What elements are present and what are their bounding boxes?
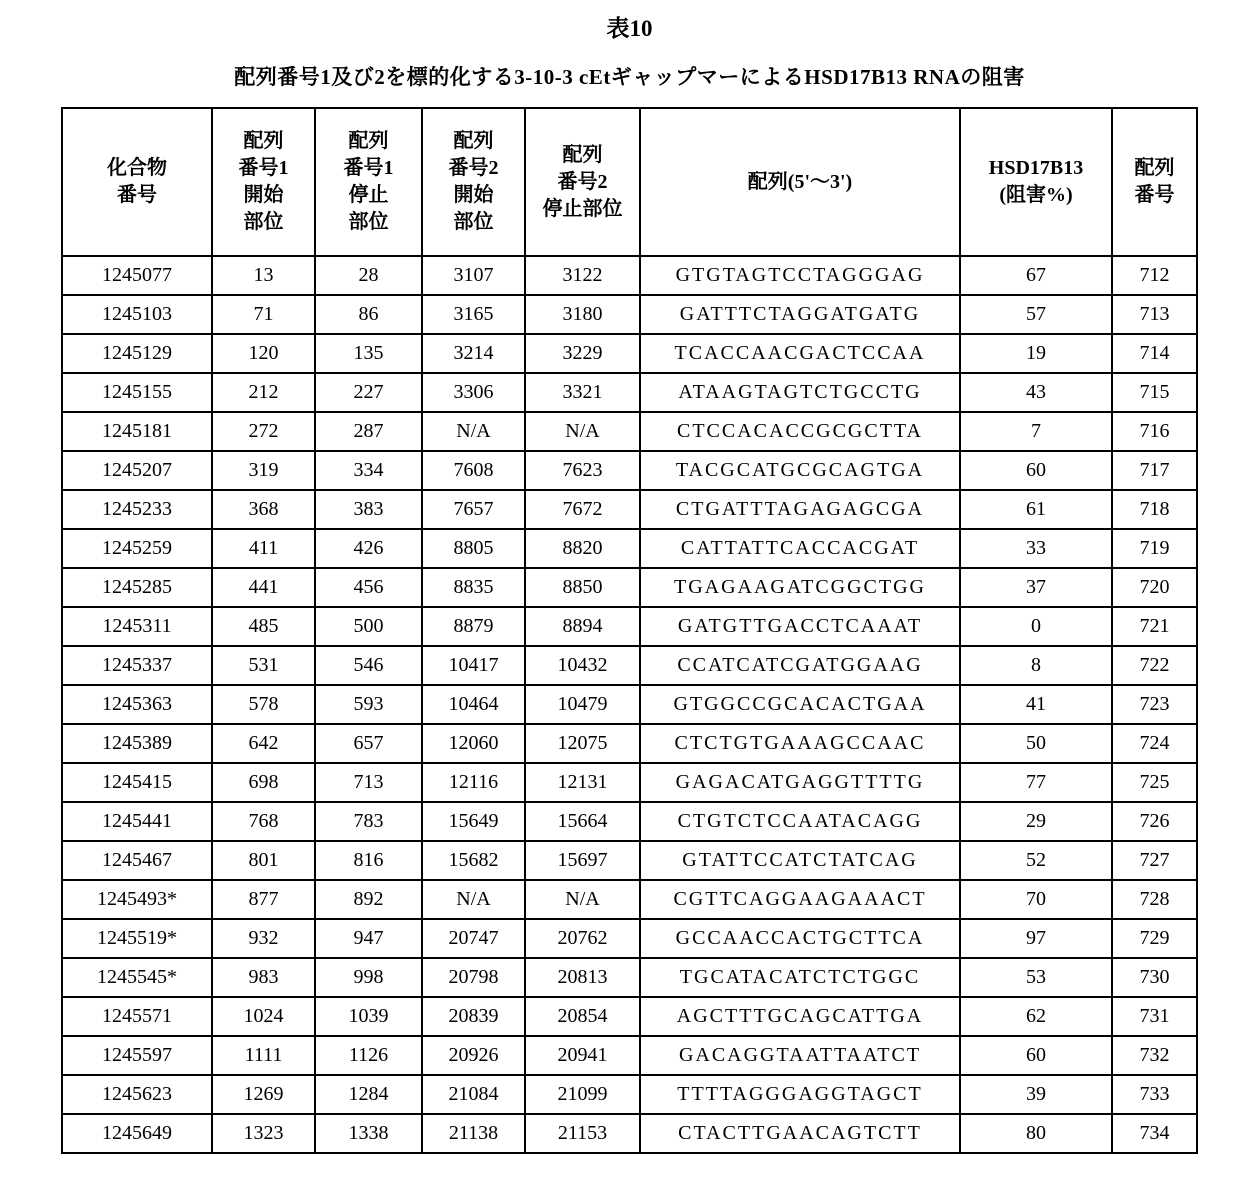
cell: 877: [212, 880, 315, 919]
cell: 3321: [525, 373, 640, 412]
cell: 546: [315, 646, 422, 685]
cell: 1039: [315, 997, 422, 1036]
cell: 12131: [525, 763, 640, 802]
cell: 426: [315, 529, 422, 568]
column-header: 配列(5'〜3'): [640, 108, 960, 256]
cell: 7657: [422, 490, 525, 529]
cell: 726: [1112, 802, 1197, 841]
cell: 1245259: [62, 529, 212, 568]
cell: 1245285: [62, 568, 212, 607]
cell: 725: [1112, 763, 1197, 802]
table-row: [62, 646, 1197, 685]
cell: 593: [315, 685, 422, 724]
cell: 21153: [525, 1114, 640, 1153]
table-row: [62, 919, 1197, 958]
cell: 1245181: [62, 412, 212, 451]
cell: 411: [212, 529, 315, 568]
table-row: [62, 1036, 1197, 1075]
cell: 60: [960, 451, 1112, 490]
cell: 3214: [422, 334, 525, 373]
cell: 1111: [212, 1036, 315, 1075]
cell: 12116: [422, 763, 525, 802]
cell: 21138: [422, 1114, 525, 1153]
cell: 578: [212, 685, 315, 724]
cell: 723: [1112, 685, 1197, 724]
cell: TGCATACATCTCTGGC: [640, 958, 960, 997]
cell: 1245467: [62, 841, 212, 880]
cell: 657: [315, 724, 422, 763]
cell: 10417: [422, 646, 525, 685]
table-row: [62, 1114, 1197, 1153]
table-row: [62, 841, 1197, 880]
cell: 500: [315, 607, 422, 646]
cell: 12060: [422, 724, 525, 763]
cell: 932: [212, 919, 315, 958]
column-header: 配列 番号2 停止部位: [525, 108, 640, 256]
cell: 731: [1112, 997, 1197, 1036]
cell: TGAGAAGATCGGCTGG: [640, 568, 960, 607]
cell: 80: [960, 1114, 1112, 1153]
cell: 383: [315, 490, 422, 529]
cell: 456: [315, 568, 422, 607]
cell: 1323: [212, 1114, 315, 1153]
cell: 734: [1112, 1114, 1197, 1153]
cell: 67: [960, 256, 1112, 295]
cell: GAGACATGAGGTTTTG: [640, 763, 960, 802]
cell: 120: [212, 334, 315, 373]
cell: 50: [960, 724, 1112, 763]
cell: 1245077: [62, 256, 212, 295]
cell: 3122: [525, 256, 640, 295]
cell: 1245493*: [62, 880, 212, 919]
cell: CTACTTGAACAGTCTT: [640, 1114, 960, 1153]
cell: 71: [212, 295, 315, 334]
table-row: [62, 802, 1197, 841]
cell: 1245545*: [62, 958, 212, 997]
table-row: [62, 334, 1197, 373]
cell: 0: [960, 607, 1112, 646]
cell: CTGATTTAGAGAGCGA: [640, 490, 960, 529]
column-header: 配列 番号: [1112, 108, 1197, 256]
cell: 368: [212, 490, 315, 529]
cell: 15649: [422, 802, 525, 841]
cell: 3165: [422, 295, 525, 334]
table-row: [62, 412, 1197, 451]
cell: 86: [315, 295, 422, 334]
table-row: [62, 490, 1197, 529]
cell: 729: [1112, 919, 1197, 958]
table-row: [62, 451, 1197, 490]
cell: 441: [212, 568, 315, 607]
cell: 718: [1112, 490, 1197, 529]
cell: 8835: [422, 568, 525, 607]
table-header: [62, 108, 1197, 256]
table-row: [62, 256, 1197, 295]
cell: 334: [315, 451, 422, 490]
cell: 20747: [422, 919, 525, 958]
cell: 720: [1112, 568, 1197, 607]
cell: 3107: [422, 256, 525, 295]
cell: 3229: [525, 334, 640, 373]
cell: CATTATTCACCACGAT: [640, 529, 960, 568]
header-row: [62, 108, 1197, 256]
cell: 15682: [422, 841, 525, 880]
cell: 7672: [525, 490, 640, 529]
cell: 892: [315, 880, 422, 919]
cell: 816: [315, 841, 422, 880]
cell: 37: [960, 568, 1112, 607]
table-title: 配列番号1及び2を標的化する3-10-3 cEtギャップマーによるHSD17B13 RNAの阻害: [234, 65, 1025, 89]
cell: 1245649: [62, 1114, 212, 1153]
cell: 227: [315, 373, 422, 412]
cell: 8879: [422, 607, 525, 646]
cell: TCACCAACGACTCCAA: [640, 334, 960, 373]
cell: 20926: [422, 1036, 525, 1075]
cell: 727: [1112, 841, 1197, 880]
cell: 10479: [525, 685, 640, 724]
cell: 7608: [422, 451, 525, 490]
cell: CTCTGTGAAAGCCAAC: [640, 724, 960, 763]
cell: 287: [315, 412, 422, 451]
cell: 97: [960, 919, 1112, 958]
cell: 998: [315, 958, 422, 997]
cell: 8820: [525, 529, 640, 568]
cell: GATGTTGACCTCAAAT: [640, 607, 960, 646]
cell: N/A: [422, 412, 525, 451]
table-label: 表10: [606, 16, 653, 41]
cell: 13: [212, 256, 315, 295]
cell: 8: [960, 646, 1112, 685]
cell: 642: [212, 724, 315, 763]
cell: 57: [960, 295, 1112, 334]
cell: 43: [960, 373, 1112, 412]
cell: 1245129: [62, 334, 212, 373]
cell: GTGTAGTCCTAGGGAG: [640, 256, 960, 295]
cell: 28: [315, 256, 422, 295]
cell: 531: [212, 646, 315, 685]
column-header: 配列 番号2 開始 部位: [422, 108, 525, 256]
cell: 21084: [422, 1075, 525, 1114]
cell: 29: [960, 802, 1112, 841]
cell: 20839: [422, 997, 525, 1036]
cell: 20854: [525, 997, 640, 1036]
cell: CTCCACACCGCGCTTA: [640, 412, 960, 451]
cell: 1269: [212, 1075, 315, 1114]
table-row: [62, 997, 1197, 1036]
cell: 3180: [525, 295, 640, 334]
cell: GACAGGTAATTAATCT: [640, 1036, 960, 1075]
table-row: [62, 880, 1197, 919]
cell: 1245103: [62, 295, 212, 334]
cell: 768: [212, 802, 315, 841]
cell: ATAAGTAGTCTGCCTG: [640, 373, 960, 412]
cell: 10464: [422, 685, 525, 724]
cell: 20941: [525, 1036, 640, 1075]
table-row: [62, 724, 1197, 763]
table-row: [62, 685, 1197, 724]
cell: 715: [1112, 373, 1197, 412]
column-header: 化合物 番号: [62, 108, 212, 256]
cell: 8894: [525, 607, 640, 646]
cell: 713: [1112, 295, 1197, 334]
cell: 1126: [315, 1036, 422, 1075]
cell: 7: [960, 412, 1112, 451]
cell: 1284: [315, 1075, 422, 1114]
cell: GATTTCTAGGATGATG: [640, 295, 960, 334]
cell: 3306: [422, 373, 525, 412]
cell: CTGTCTCCAATACAGG: [640, 802, 960, 841]
table-row: [62, 607, 1197, 646]
cell: 19: [960, 334, 1112, 373]
column-header: HSD17B13 (阻害%): [960, 108, 1112, 256]
cell: 20813: [525, 958, 640, 997]
cell: 713: [315, 763, 422, 802]
cell: 722: [1112, 646, 1197, 685]
patent-table: [61, 107, 1198, 1154]
cell: 783: [315, 802, 422, 841]
cell: 1245363: [62, 685, 212, 724]
cell: CCATCATCGATGGAAG: [640, 646, 960, 685]
table-row: [62, 763, 1197, 802]
cell: 1245233: [62, 490, 212, 529]
table-row: [62, 529, 1197, 568]
cell: N/A: [422, 880, 525, 919]
cell: 728: [1112, 880, 1197, 919]
cell: 20762: [525, 919, 640, 958]
cell: 1245311: [62, 607, 212, 646]
cell: 10432: [525, 646, 640, 685]
column-header: 配列 番号1 開始 部位: [212, 108, 315, 256]
table-row: [62, 1075, 1197, 1114]
cell: 1245519*: [62, 919, 212, 958]
cell: 1245597: [62, 1036, 212, 1075]
cell: 1338: [315, 1114, 422, 1153]
table-row: [62, 373, 1197, 412]
cell: 719: [1112, 529, 1197, 568]
cell: 1245415: [62, 763, 212, 802]
cell: TACGCATGCGCAGTGA: [640, 451, 960, 490]
cell: 15664: [525, 802, 640, 841]
cell: 1245441: [62, 802, 212, 841]
cell: 717: [1112, 451, 1197, 490]
cell: 8850: [525, 568, 640, 607]
column-header: 配列 番号1 停止 部位: [315, 108, 422, 256]
cell: 698: [212, 763, 315, 802]
cell: GTATTCCATCTATCAG: [640, 841, 960, 880]
cell: 41: [960, 685, 1112, 724]
cell: 8805: [422, 529, 525, 568]
cell: 39: [960, 1075, 1112, 1114]
cell: 1245623: [62, 1075, 212, 1114]
cell: 716: [1112, 412, 1197, 451]
cell: 77: [960, 763, 1112, 802]
table-body: [62, 256, 1197, 1153]
cell: 53: [960, 958, 1112, 997]
cell: 730: [1112, 958, 1197, 997]
cell: 1245337: [62, 646, 212, 685]
cell: 52: [960, 841, 1112, 880]
cell: 7623: [525, 451, 640, 490]
cell: 485: [212, 607, 315, 646]
cell: AGCTTTGCAGCATTGA: [640, 997, 960, 1036]
table-row: [62, 295, 1197, 334]
cell: N/A: [525, 880, 640, 919]
table-row: [62, 958, 1197, 997]
cell: 12075: [525, 724, 640, 763]
cell: 33: [960, 529, 1112, 568]
cell: GCCAACCACTGCTTCA: [640, 919, 960, 958]
cell: 1245389: [62, 724, 212, 763]
cell: 212: [212, 373, 315, 412]
cell: 947: [315, 919, 422, 958]
cell: 714: [1112, 334, 1197, 373]
cell: 732: [1112, 1036, 1197, 1075]
cell: 20798: [422, 958, 525, 997]
cell: 1245571: [62, 997, 212, 1036]
cell: 1245207: [62, 451, 212, 490]
cell: 801: [212, 841, 315, 880]
cell: 983: [212, 958, 315, 997]
cell: 1024: [212, 997, 315, 1036]
cell: 60: [960, 1036, 1112, 1075]
cell: 733: [1112, 1075, 1197, 1114]
cell: 319: [212, 451, 315, 490]
cell: 21099: [525, 1075, 640, 1114]
cell: 724: [1112, 724, 1197, 763]
cell: TTTTAGGGAGGTAGCT: [640, 1075, 960, 1114]
cell: 62: [960, 997, 1112, 1036]
cell: GTGGCCGCACACTGAA: [640, 685, 960, 724]
cell: 61: [960, 490, 1112, 529]
cell: 70: [960, 880, 1112, 919]
cell: CGTTCAGGAAGAAACT: [640, 880, 960, 919]
cell: 1245155: [62, 373, 212, 412]
cell: 135: [315, 334, 422, 373]
cell: 712: [1112, 256, 1197, 295]
table-row: [62, 568, 1197, 607]
cell: 15697: [525, 841, 640, 880]
cell: 721: [1112, 607, 1197, 646]
cell: 272: [212, 412, 315, 451]
cell: N/A: [525, 412, 640, 451]
